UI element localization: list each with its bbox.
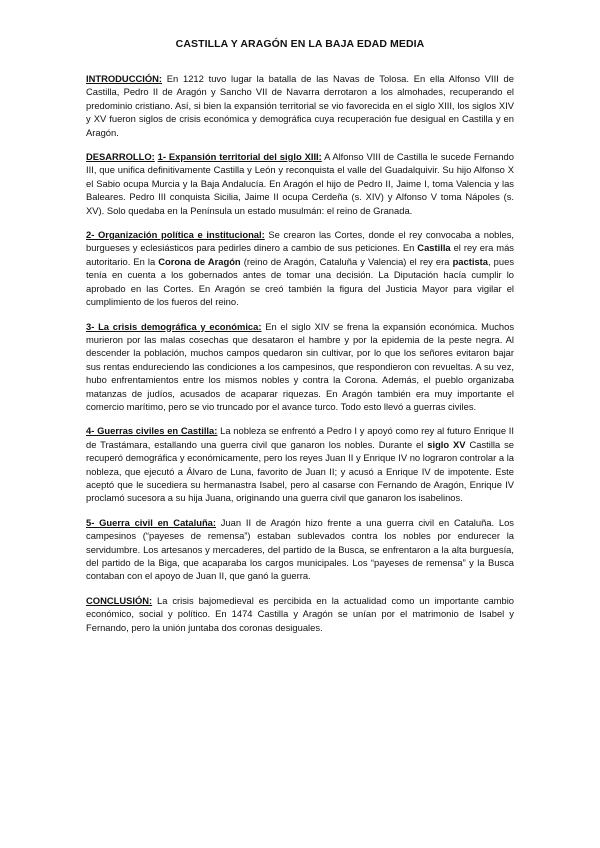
section-2-text-3: (reino de Aragón, Cataluña y Valencia) el rey era: [240, 255, 453, 267]
section-2-text-4: , pues tenía en cuenta a los gobernados antes de tomar una decisión. La Diputación hacía cumplir lo aprobado en las Cortes. En Aragón se creó también la figura del Justicia Mayor para vigilar el cumplimiento de los fueros del reino.: [86, 255, 515, 308]
section-4-paragraph: [86, 424, 514, 504]
section-2-paragraph: [86, 228, 514, 308]
section-2-bold-corona: Corona de Aragón: [158, 255, 241, 267]
development-heading: DESARROLLO:: [86, 151, 155, 163]
section-1-heading: 1- Expansión territorial del siglo XIII:: [157, 151, 322, 163]
conclusion-text: La crisis bajomedieval es percibida en la actualidad como un importante cambio económico, social y político. En 1474 Castilla y Aragón se unían por el matrimonio de Isabel y Fernando, pero la unión juntaba dos coronas desiguales.: [86, 594, 514, 633]
section-2-heading: 2- Organización política e institucional:: [86, 229, 265, 241]
section-1-text: A Alfonso VIII de Castilla le sucede Fernando III, que unifica definitivamente Castilla y León y reconquista el valle del Guadalquivir. Su hijo Alfonso X el Sabio ocupa Murcia y la Baja Andalucía. En Aragón el hijo de Pedro II, Jaime I, toma Valencia y las Baleares. Pedro III conquista Sicilia, Jaime II ocupa Cerdeña (s. XIV) y Alfonso V toma Nápoles (s. XV). Solo quedaba en la Península un estado musulmán: el reino de Granada.: [86, 151, 514, 216]
section-1-paragraph: [86, 150, 514, 217]
section-5-paragraph: [86, 516, 514, 583]
conclusion-paragraph: [86, 594, 514, 634]
document-title: CASTILLA Y ARAGÓN EN LA BAJA EDAD MEDIA: [175, 38, 425, 50]
section-4-heading: 4- Guerras civiles en Castilla:: [86, 425, 218, 437]
section-2-bold-castilla: Castilla: [417, 242, 451, 254]
section-5-heading: 5- Guerra civil en Cataluña:: [86, 516, 217, 528]
section-4-text-1: La nobleza se enfrentó a Pedro I y apoyó como rey al futuro Enrique II de Trastámara, estallando una guerra civil que ganaron los nobles. Durante el: [86, 425, 514, 450]
section-4-text-2: Castilla se recuperó demográfica y económicamente, pero los reyes Juan II y Enrique IV no lograron controlar a la nobleza, que ejecutó a Álvaro de Luna, favorito de Juan II; y acusó a Enrique IV de impotente. Este aceptó que le sucediera su hermanastra Isabel, pero al casarse con Fernando de Aragón, Enrique IV proclamó sucesora a su hija Juana, originando una guerra civil que ganaron los isabelinos.: [86, 438, 515, 504]
section-3-text: En el siglo XIV se frena la expansión económica. Muchos murieron por las malas cosechas que desataron el hambre y por la epidemia de la peste negra. Al descender la población, muchos campos quedaron sin cultivar, por lo que los señores evitaron bajar sus rentas endureciendo las condiciones a los campesinos, que respondieron con revueltas. A su vez, hubo enfrentamientos entre los mismos nobles y contra la Corona. Además, el pueblo organizaba matanzas de judíos, acusados de acaparar riquezas. En Aragón también era muy importante el comercio marítimo, pero se vio truncado por el avance turco. Todo esto llevó a guerras civiles.: [86, 320, 515, 412]
conclusion-heading: CONCLUSIÓN:: [86, 594, 153, 606]
intro-text: En 1212 tuvo lugar la batalla de las Navas de Tolosa. En ella Alfonso VIII de Castilla, Pedro II de Aragón y Sancho VII de Navarra derrotaron a los almohades, recuperando el predominio cristiano. Así, si bien la expansión territorial se vio favorecida en el siglo XIII, los siglos XIV y XV fueron siglos de crisis económica y demográfica cuya recuperación fue desigual en Castilla y en Aragón.: [86, 73, 514, 138]
section-5-text: Juan II de Aragón hizo frente a una guerra civil en Cataluña. Los campesinos (“payeses de remensa”) estaban sublevados contra los nobles por endurecer la servidumbre. Los artesanos y mercaderes, del partido de la Busca, se enfrentaron a la alta burguesía, del partido de la Biga, que acaparaba los cargos municipales. Los “payeses de remensa” y la Busca contaban con el apoyo de Juan II, que ganó la guerra.: [86, 516, 514, 582]
section-3-paragraph: [86, 320, 514, 414]
section-4-bold-siglo: siglo XV: [427, 438, 466, 450]
intro-paragraph: [86, 72, 514, 139]
intro-heading: INTRODUCCIÓN:: [86, 73, 163, 84]
section-2-text-1: Se crearon las Cortes, donde el rey convocaba a nobles, burgueses y eclesiásticos para pedirles dinero a cambio de sus peticiones. En: [86, 229, 514, 254]
section-2-bold-pactista: pactista: [452, 255, 488, 267]
section-2-text-2: el rey era más autoritario. En la: [86, 242, 514, 267]
section-3-heading: 3- La crisis demográfica y económica:: [86, 320, 262, 332]
